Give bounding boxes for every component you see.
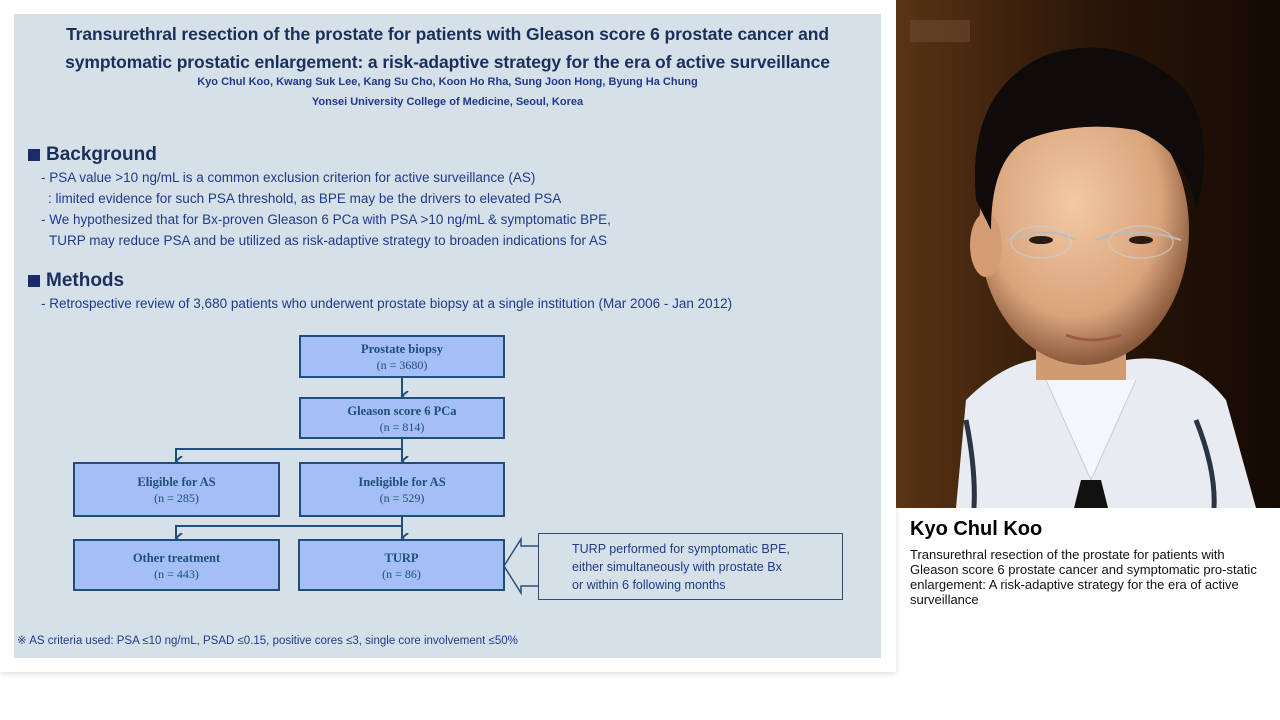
background-line-2: : limited evidence for such PSA threshold, as BPE may be the drivers to elevated PSA (48, 191, 562, 206)
flow-box-title: Eligible for AS (137, 475, 216, 489)
background-heading-text: Background (46, 144, 157, 165)
presentation-slide (14, 14, 881, 658)
flow-box-title: Prostate biopsy (360, 342, 444, 356)
flow-box-turp (298, 539, 505, 591)
flow-box-count: (n = 443) (154, 567, 199, 581)
flow-box-count: (n = 814) (379, 420, 425, 434)
flow-box-title: TURP (384, 551, 419, 565)
flow-box-title: Gleason score 6 PCa (347, 404, 457, 418)
flow-box-title: Ineligible for AS (358, 475, 446, 489)
slide-affiliation: Yonsei University College of Medicine, Seoul, Korea (311, 96, 584, 108)
speaker-portrait-image (896, 0, 1280, 508)
slide-authors: Kyo Chul Koo, Kwang Suk Lee, Kang Su Cho, Koon Ho Rha, Sung Joon Hong, Byung Ha Chung (197, 76, 698, 88)
speaker-talk-title: Transurethral resection of the prostate for patients with Gleason score 6 prostate cancer and symptomatic pro-static enlargement: A risk-adaptive strategy for the era of active surveillance (910, 547, 1257, 607)
background-line-1: - PSA value >10 ng/mL is a common exclusion criterion for active surveillance (AS) (41, 170, 536, 185)
turp-callout-text (572, 540, 790, 594)
slide-title-line-1: Transurethral resection of the prostate for patients with Gleason score 6 prostate cancer and (66, 24, 829, 44)
background-line-4: TURP may reduce PSA and be utilized as risk-adaptive strategy to broaden indications for AS (49, 233, 608, 248)
callout-line-2: either simultaneously with prostate Bx (572, 560, 782, 574)
methods-heading-text: Methods (46, 270, 125, 291)
flow-box-count: (n = 3680) (376, 358, 428, 372)
flow-box-count: (n = 285) (154, 491, 199, 505)
callout-line-1: TURP performed for symptomatic BPE, (572, 542, 790, 556)
flow-box-title: Other treatment (132, 551, 221, 565)
speaker-photo (896, 0, 1280, 508)
callout-line-3: or within 6 following months (572, 578, 726, 592)
flow-box-eligible-as (73, 462, 280, 517)
flow-box-count: (n = 86) (382, 567, 421, 581)
flow-box-ineligible-as (299, 462, 505, 517)
background-line-3: - We hypothesized that for Bx-proven Gleason 6 PCa with PSA >10 ng/mL & symptomatic BPE, (41, 212, 611, 227)
as-criteria-footnote: ※ AS criteria used: PSA ≤10 ng/mL, PSAD ≤0.15, positive cores ≤3, single core involvement ≤50% (17, 635, 518, 647)
methods-line-1: - Retrospective review of 3,680 patients who underwent prostate biopsy at a single institution (Mar 2006 - Jan 2012) (41, 296, 733, 311)
flow-box-gleason-6 (299, 397, 505, 439)
speaker-name: Kyo Chul Koo (910, 518, 1043, 540)
slide-title-line-2: symptomatic prostatic enlargement: a risk-adaptive strategy for the era of active surveillance (65, 52, 830, 72)
flow-box-prostate-biopsy (299, 335, 505, 378)
flow-box-other-treatment (73, 539, 280, 591)
flow-box-count: (n = 529) (379, 491, 425, 505)
